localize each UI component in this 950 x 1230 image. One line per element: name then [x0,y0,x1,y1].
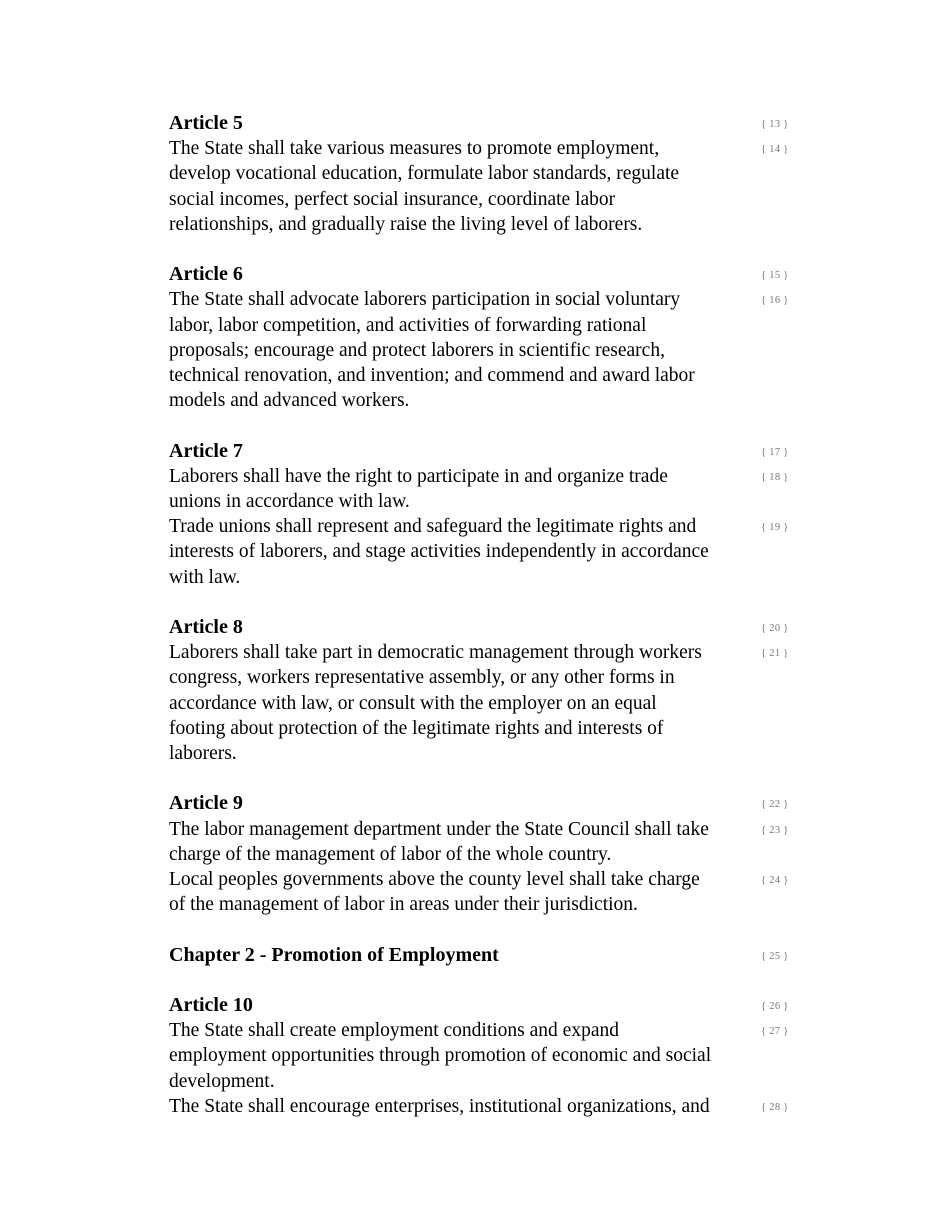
paragraph-line: congress, workers representative assembly, or any other forms in [169,667,675,689]
segment-marker: { 22 } [761,799,789,811]
paragraph-line: Laborers shall have the right to participate in and organize trade [169,465,668,487]
paragraph-line: The labor management department under the State Council shall take [169,818,709,840]
section-heading: Article 9 [169,792,243,815]
paragraph-line: Local peoples governments above the county level shall take charge [169,869,700,890]
paragraph-line: accordance with law, or consult with the employer on an equal [169,692,657,714]
paragraph-line: Laborers shall take part in democratic management through workers [169,642,702,664]
paragraph-line: employment opportunities through promotion of economic and social [169,1045,712,1067]
segment-marker: { 28 } [761,1101,789,1113]
segment-marker: { 16 } [761,295,789,307]
segment-marker: { 19 } [761,522,789,534]
section-heading: Article 10 [169,994,253,1016]
paragraph-line: proposals; encourage and protect laborers in scientific research, [169,339,665,361]
paragraph-line: relationships, and gradually raise the living level of laborers. [169,213,643,235]
paragraph-line: The State shall encourage enterprises, institutional organizations, and [169,1095,710,1117]
paragraph-line: The State shall advocate laborers participation in social voluntary [169,289,681,311]
paragraph-line: The State shall create employment conditions and expand [169,1020,619,1042]
segment-marker: { 24 } [761,875,789,886]
section-heading: Article 7 [169,439,243,462]
paragraph-line: charge of the management of labor of the whole country. [169,843,612,865]
segment-marker: { 13 } [761,119,789,130]
section-heading: Article 8 [169,616,243,638]
section-heading: Chapter 2 - Promotion of Employment [169,943,499,966]
segment-marker: { 21 } [761,648,789,660]
paragraph-line: development. [169,1070,275,1092]
paragraph-line: technical renovation, and invention; and commend and award labor [169,365,695,386]
paragraph-line: unions in accordance with law. [169,491,410,512]
paragraph-line: interests of laborers, and stage activities independently in accordance [169,541,709,563]
segment-marker: { 23 } [761,824,789,836]
paragraph-line: footing about protection of the legitimate rights and interests of [169,717,664,739]
segment-marker: { 15 } [761,270,789,282]
segment-marker: { 17 } [761,446,789,458]
paragraph-line: labor, labor competition, and activities of forwarding rational [169,314,647,336]
paragraph-line: The State shall take various measures to promote employment, [169,138,660,160]
paragraph-line: models and advanced workers. [169,390,410,412]
segment-marker: { 18 } [761,471,789,483]
paragraph-line: laborers. [169,743,237,764]
segment-marker: { 14 } [761,144,789,156]
paragraph-line: social incomes, perfect social insurance, coordinate labor [169,188,616,210]
paragraph-line: Trade unions shall represent and safeguard the legitimate rights and [169,516,697,538]
paragraph-line: develop vocational education, formulate labor standards, regulate [169,163,680,185]
segment-marker: { 27 } [761,1026,789,1038]
section-heading: Article 5 [169,112,243,134]
paragraph-line: of the management of labor in areas under their jurisdiction. [169,894,638,916]
segment-marker: { 20 } [761,623,789,634]
segment-marker: { 25 } [761,950,789,962]
section-heading: Article 6 [169,263,243,286]
paragraph-line: with law. [169,566,241,588]
segment-marker: { 26 } [761,1001,789,1012]
